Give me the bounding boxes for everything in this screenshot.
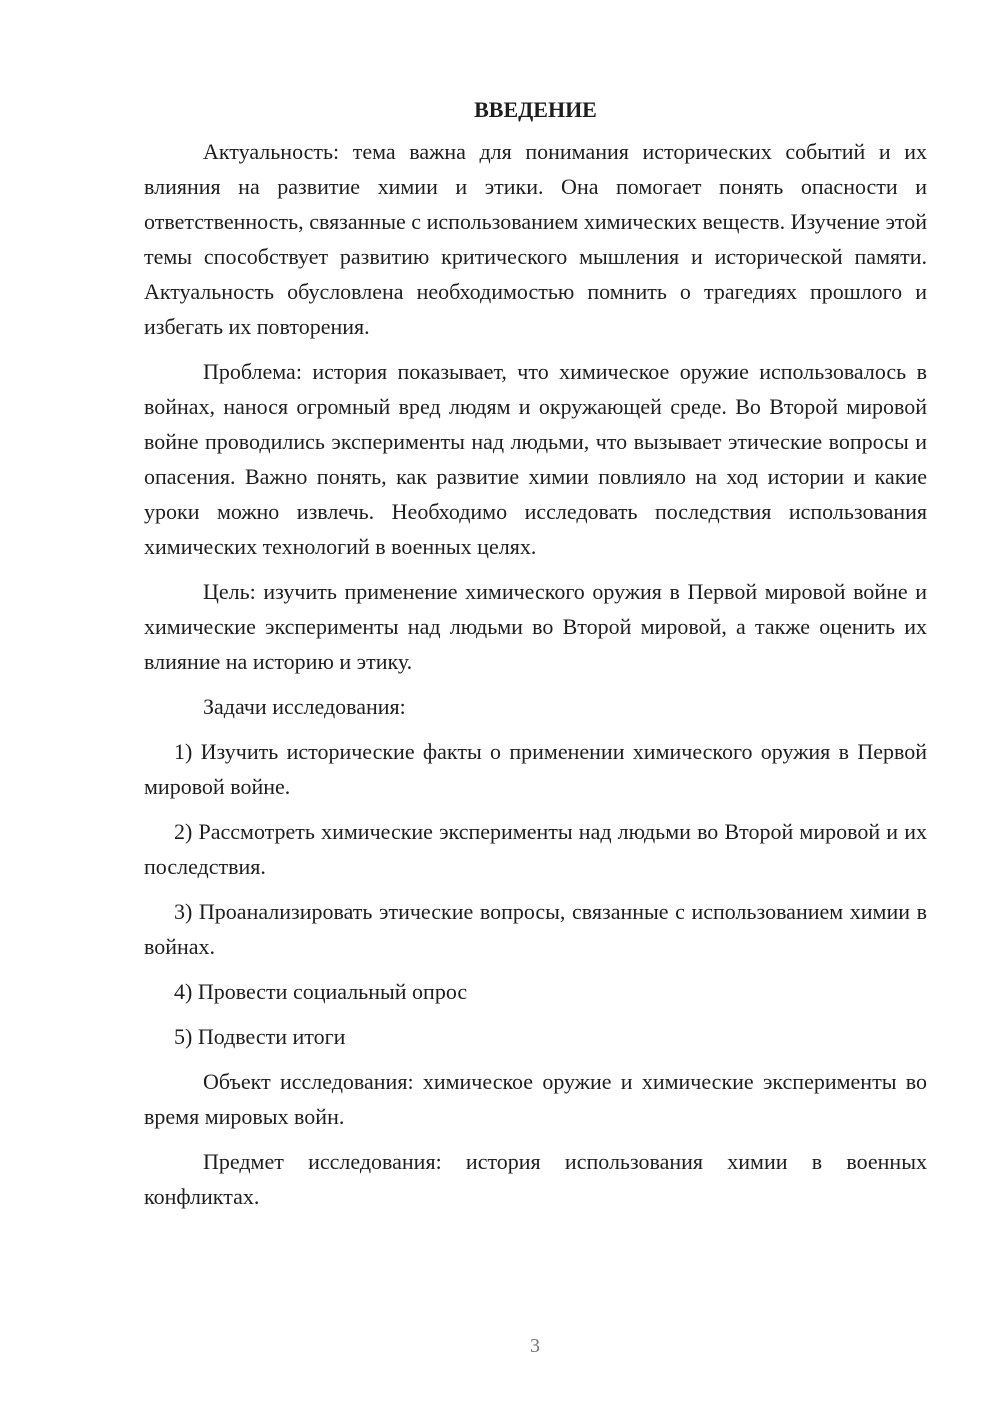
section-title: ВВЕДЕНИЕ bbox=[474, 97, 597, 122]
document-page bbox=[144, 92, 927, 1224]
task-item-3: 3) Проанализировать этические вопросы, связанные с использованием химии в войнах. bbox=[144, 899, 927, 959]
relevance-paragraph: Актуальность: тема важна для понимания исторических событий и их влияния на развитие химии и этики. Она помогает понять опасности и ответственность, связанные с использованием химических веществ. Изучение этой темы способствует развитию критического мышления и исторической памяти. Актуальность обусловлена необходимостью помнить о трагедиях прошлого и избегать их повторения. bbox=[144, 139, 927, 339]
page-number: 3 bbox=[530, 1335, 540, 1357]
task-item-4: 4) Провести социальный опрос bbox=[174, 979, 468, 1004]
problem-paragraph: Проблема: история показывает, что химическое оружие использовалось в войнах, нанося огромный вред людям и окружающей среде. Во Второй мировой войне проводились эксперименты над людьми, что вызывает этические вопросы и опасения. Важно понять, как развитие химии повлияло на ход истории и какие уроки можно извлечь. Необходимо исследовать последствия использования химических технологий в военных целях. bbox=[144, 359, 927, 559]
task-item-1: 1) Изучить исторические факты о применении химического оружия в Первой мировой войне. bbox=[144, 739, 927, 799]
tasks-heading: Задачи исследования: bbox=[203, 694, 406, 719]
goal-paragraph: Цель: изучить применение химического оружия в Первой мировой войне и химические эксперименты над людьми во Второй мировой, а также оценить их влияние на историю и этику. bbox=[144, 579, 927, 674]
object-paragraph: Объект исследования: химическое оружие и химические эксперименты во время мировых войн. bbox=[144, 1069, 927, 1129]
task-item-2: 2) Рассмотреть химические эксперименты над людьми во Второй мировой и их последствия. bbox=[144, 819, 927, 879]
subject-paragraph: Предмет исследования: история использования химии в военных конфликтах. bbox=[144, 1149, 927, 1209]
task-item-5: 5) Подвести итоги bbox=[174, 1024, 346, 1049]
tasks-list bbox=[144, 734, 927, 1054]
